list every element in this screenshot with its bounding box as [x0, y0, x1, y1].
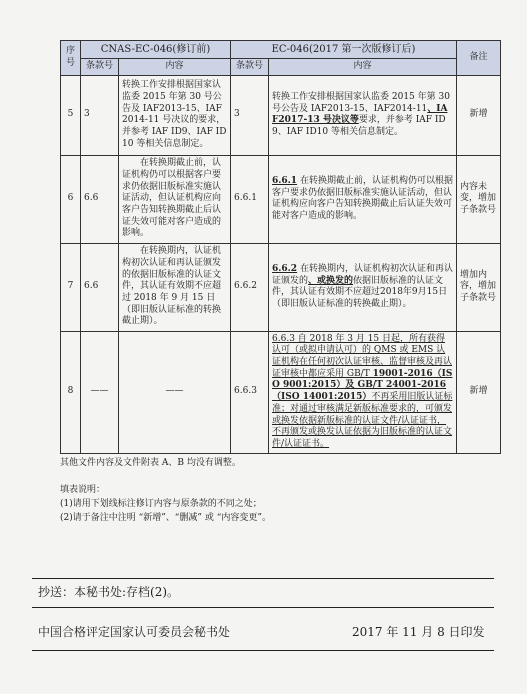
revision-table [60, 40, 501, 454]
header-old-clause-no: 条款号 [81, 59, 119, 76]
row-remark: 新增 [457, 75, 501, 155]
row-new-content [269, 75, 457, 155]
row-old-clause-no: 6.6 [81, 243, 119, 331]
row-old-clause-no: —— [81, 331, 119, 453]
table-row [61, 243, 501, 331]
header-seq: 序号 [61, 41, 81, 76]
new-content-text: 在转换期截止前，认证机构仍可以根据客户要求仍依据旧版标准实施认证活动，但认证机构应向客户告知转换期截止后认证失效可能对客户造成的影响。 [272, 175, 453, 221]
fill-instructions-title: 填表说明： [60, 485, 106, 495]
header-new-group: EC-046(2017 第一次版修订后) [231, 41, 457, 59]
fill-instructions-item: (2)请于备注中注明 “新增”、“删减” 或 “内容变更”。 [60, 512, 271, 523]
divider [32, 650, 494, 651]
header-old-content: 内容 [119, 59, 231, 76]
row-old-content: 在转换期截止前，认证机构仍可以根据客户要求仍依据旧版标准实施认证活动，但认证机构应向客户告知转换期截止后认证失效可能对客户造成的影响。 [119, 155, 231, 243]
divider [32, 607, 494, 608]
row-new-content [269, 155, 457, 243]
table-row [61, 75, 501, 155]
row-old-content: 在转换期内，认证机构初次认证和再认证颁发的依据旧版标准的认证文件，其认证有效期不应超过 2018 年 9 月 15 日（即旧版认证标准的转换截止期）。 [119, 243, 231, 331]
fill-instructions-item: (1)请用下划线标注修订内容与原条款的不同之处； [60, 498, 262, 509]
new-content-text: 依据旧版标准的认证文件，其认证有效期不应超过2018年9月15日（即旧版认证标准的转换截止期）。 [272, 275, 448, 309]
new-content-text: 转换工作安排根据国家认监委 2015 年第 30 号公告及 IAF2013-15、IAF2014-11 [272, 91, 450, 114]
row-new-clause-no: 6.6.3 [231, 331, 269, 453]
table-row [61, 331, 501, 453]
row-old-content: 转换工作安排根据国家认监委 2015 年第 30 号公告及 IAF2013-15、IAF2014-11 号决议的要求，并参考 IAF ID9、IAF ID10 等相关信息制定。 [119, 75, 231, 155]
divider [32, 578, 494, 579]
cc-line: 抄送：本秘书处:存档(2)。 [38, 585, 180, 599]
row-remark: 新增 [457, 331, 501, 453]
revised-text: 19001-2016（ISO 9001:2015）及 GB/T 24001-2016（ISO 14001:2015） [272, 368, 453, 403]
row-remark: 增加内容，增加子条款号 [457, 243, 501, 331]
row-new-clause-no: 6.6.2 [231, 243, 269, 331]
header-new-clause-no: 条款号 [231, 59, 269, 76]
header-old-group: CNAS-EC-046(修订前) [81, 41, 231, 59]
row-new-clause-no: 6.6.1 [231, 155, 269, 243]
new-content-text: 不再采用旧版认证标准；对通过审核满足新版标准要求的，可颁发或换发依据新版标准的认证文件/认证证书，不再颁发或换发认证依据为旧版标准的认证文件/认证证书。 [272, 392, 453, 449]
revised-text: 、IAF2017-13 号决议等 [272, 103, 448, 126]
row-old-clause-no: 3 [81, 75, 119, 155]
row-old-content: —— [119, 331, 231, 453]
row-seq: 6 [61, 155, 81, 243]
row-seq: 7 [61, 243, 81, 331]
row-new-content [269, 243, 457, 331]
row-new-clause-no: 3 [231, 75, 269, 155]
issuer: 中国合格评定国家认可委员会秘书处 [38, 625, 231, 639]
new-content-text: 在转换期内，认证机构初次认证和再认证颁发的 [272, 263, 453, 286]
table-footnote: 其他文件内容及文件附表 A、B 均没有调整。 [60, 458, 241, 468]
new-content-text: 6.6.3 自 2018 年 3 月 15 日起，所有获得认可（或拟申请认可）的 QMS 或 EMS 认证机构在任何初次认证审核、监督审核及再认证审核中都应采用 GB/T [272, 333, 453, 379]
header-new-content: 内容 [269, 59, 457, 76]
row-old-clause-no: 6.6 [81, 155, 119, 243]
fill-instructions [60, 484, 271, 526]
revised-text: 6.6.1 [272, 175, 298, 186]
row-seq: 5 [61, 75, 81, 155]
row-new-content [269, 331, 457, 453]
issue-date: 2017 年 11 月 8 日印发 [352, 625, 485, 639]
row-remark: 内容未变，增加子条款号 [457, 155, 501, 243]
row-seq: 8 [61, 331, 81, 453]
header-remark: 备注 [457, 41, 501, 76]
revised-text: 6.6.2 [272, 263, 298, 274]
table-row [61, 155, 501, 243]
revised-text: 、或换发的 [308, 275, 354, 286]
new-content-text: 要求，并参考 IAF ID9、IAF ID10 等相关信息制定。 [272, 115, 446, 137]
